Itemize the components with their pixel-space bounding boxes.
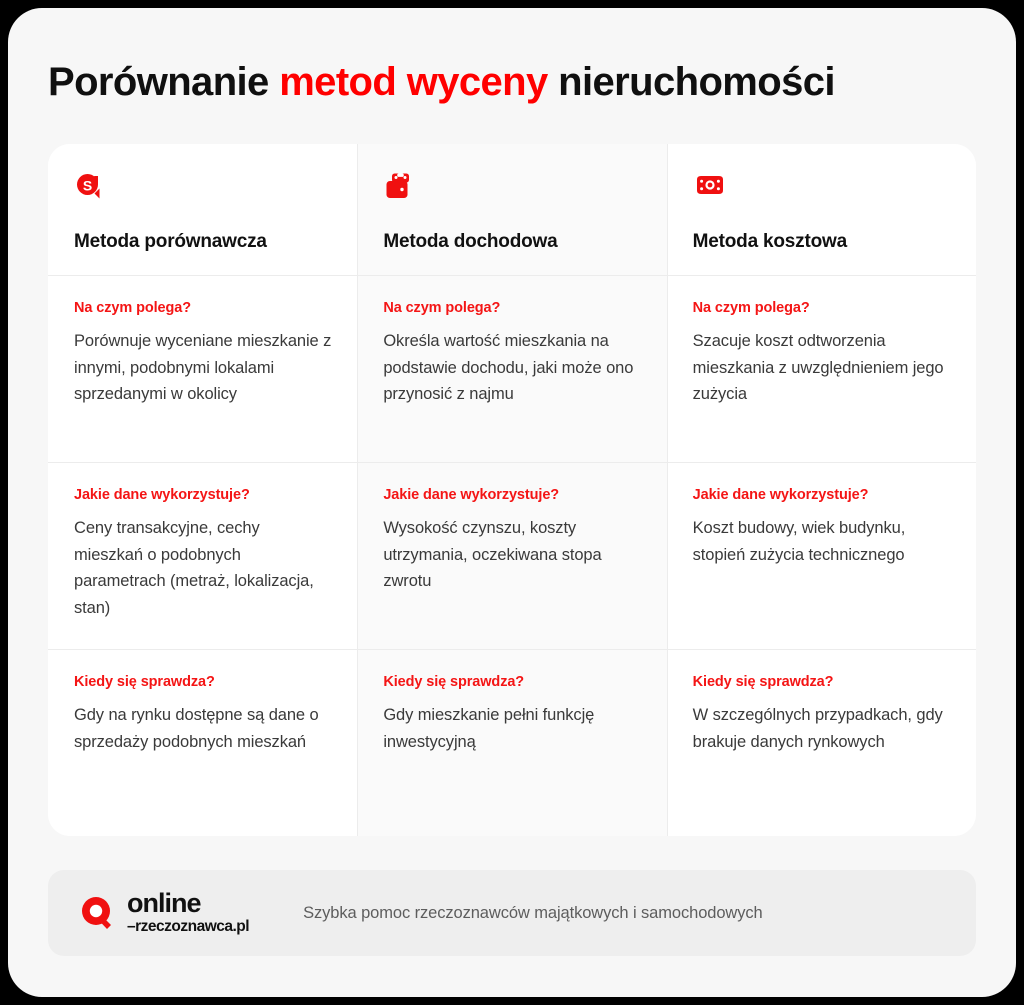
cell-question: Kiedy się sprawdza? (383, 674, 525, 690)
footer-tagline: Szybka pomoc rzeczoznawców majątkowych i samochodowych (303, 903, 763, 922)
comparison-table (48, 144, 976, 836)
column-title: Metoda porównawcza (74, 231, 267, 252)
q-circle-logo-icon (80, 895, 116, 931)
title-highlight: metod wyceny (279, 60, 548, 104)
cell-answer: Ceny transakcyjne, cechy mieszkań o podobnych parametrach (metraż, lokalizacja, stan) (74, 519, 314, 618)
speech-bubble-dollar-icon (74, 170, 108, 204)
cell-question: Kiedy się sprawdza? (692, 674, 834, 690)
cell-answer: Gdy na rynku dostępne są dane o sprzedaży podobnych mieszkań (74, 706, 319, 751)
column-title: Metoda kosztowa (692, 231, 847, 252)
brand-domain: –rzeczoznawca.pl (127, 917, 250, 935)
table-cell (357, 649, 666, 836)
wallet-icon (383, 170, 417, 204)
cell-question: Jakie dane wykorzystuje? (383, 487, 560, 503)
method-column-income (357, 144, 666, 836)
footer-bar (48, 870, 976, 956)
page-title (48, 60, 968, 105)
table-cell (48, 275, 357, 462)
table-cell (48, 649, 357, 836)
cell-question: Jakie dane wykorzystuje? (74, 487, 250, 503)
infographic-page (8, 8, 1016, 997)
brand-logo-text (127, 888, 250, 935)
cell-question: Na czym polega? (383, 300, 501, 316)
title-part-2: nieruchomości (547, 60, 835, 104)
method-column-cost (667, 144, 976, 836)
table-cell (667, 462, 976, 649)
svg-text:S: S (82, 177, 93, 194)
table-cell (667, 649, 976, 836)
table-cell (357, 462, 666, 649)
cell-answer: Porównuje wyceniane mieszkanie z innymi, podobnymi lokalami sprzedanymi w okolicy (74, 332, 332, 404)
cell-question: Na czym polega? (74, 300, 191, 316)
cell-answer: Określa wartość mieszkania na podstawie dochodu, jaki może ono przynosić z najmu (383, 332, 634, 404)
cell-answer: Gdy mieszkanie pełni funkcję inwestycyjną (383, 706, 595, 751)
title-part-1: Porównanie (48, 60, 280, 104)
cell-question: Kiedy się sprawdza? (74, 674, 215, 690)
table-cell (357, 275, 666, 462)
brand-logo[interactable] (80, 888, 250, 935)
brand-name: online (127, 888, 201, 919)
table-cell (667, 275, 976, 462)
cell-answer: Szacuje koszt odtworzenia mieszkania z uwzględnieniem jego zużycia (692, 332, 944, 404)
column-header (357, 144, 666, 275)
column-header (667, 144, 976, 275)
cell-answer: Koszt budowy, wiek budynku, stopień zużycia technicznego (692, 519, 906, 564)
cell-answer: W szczególnych przypadkach, gdy brakuje danych rynkowych (692, 706, 943, 751)
cell-question: Na czym polega? (692, 300, 810, 316)
column-header (48, 144, 357, 275)
cell-answer: Wysokość czynszu, koszty utrzymania, oczekiwana stopa zwrotu (383, 519, 602, 591)
cell-question: Jakie dane wykorzystuje? (692, 487, 869, 503)
column-title: Metoda dochodowa (383, 231, 558, 252)
table-cell (48, 462, 357, 649)
method-column-comparative (48, 144, 357, 836)
banknote-icon (693, 170, 727, 204)
